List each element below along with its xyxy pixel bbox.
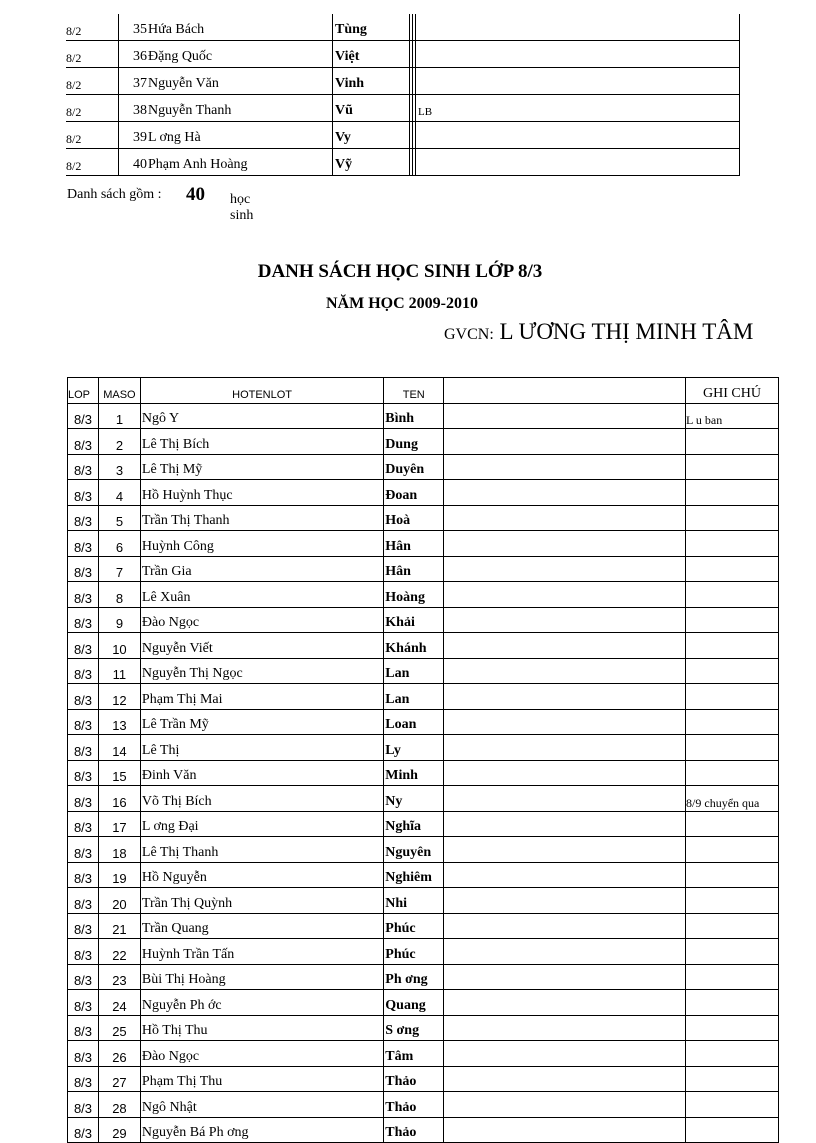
gvcn-name: L ƯƠNG THỊ MINH TÂM <box>499 319 754 344</box>
table-row <box>68 607 779 633</box>
cell-lop: 8/3 <box>68 888 99 914</box>
cell-maso: 25 <box>98 1015 140 1041</box>
cell-ghi-chu <box>686 658 779 684</box>
cell-ten: Ph ơng <box>384 964 444 990</box>
table-row <box>68 862 779 888</box>
cell-ghi-chu <box>686 1015 779 1041</box>
cell-lop: 8/3 <box>68 837 99 863</box>
cell-blank <box>444 607 686 633</box>
cell-maso: 12 <box>98 684 140 710</box>
cell-maso: 16 <box>98 786 140 812</box>
cell-ten: Khải <box>384 607 444 633</box>
table-row <box>68 480 779 506</box>
table-row <box>66 41 740 68</box>
cell-lop: 8/3 <box>68 913 99 939</box>
cell-ghi-chu <box>686 735 779 761</box>
cell-ten: Nhi <box>384 888 444 914</box>
table-row <box>68 811 779 837</box>
table-row <box>68 556 779 582</box>
cell-hotenlot: Lê Thị Bích <box>140 429 383 455</box>
cell-ghi-chu <box>686 837 779 863</box>
cell-ten: Vinh <box>333 68 410 95</box>
cell-ten: Tùng <box>333 14 410 41</box>
cell-maso: 14 <box>98 735 140 761</box>
cell-maso: 10 <box>98 633 140 659</box>
cell-blank <box>444 786 686 812</box>
cell-hotenlot: Bùi Thị Hoàng <box>140 964 383 990</box>
table-row <box>68 658 779 684</box>
cell-lop: 8/2 <box>66 41 119 68</box>
cell-hotenlot: Phạm Thị Thu <box>140 1066 383 1092</box>
cell-maso: 1 <box>98 403 140 429</box>
cell-ten: Phúc <box>384 913 444 939</box>
cell-hotenlot: Huỳnh Công <box>140 531 383 557</box>
cell-ghi-chu <box>686 480 779 506</box>
cell-ten: Lan <box>384 684 444 710</box>
cell-blank <box>444 531 686 557</box>
previous-class-table <box>66 14 740 176</box>
header-ten: TEN <box>384 378 444 404</box>
header-maso: MASO <box>98 378 140 404</box>
cell-blank <box>444 480 686 506</box>
cell-hotenlot: Đào Ngọc <box>140 607 383 633</box>
header-hotenlot: HOTENLOT <box>140 378 383 404</box>
cell-hotenlot: Ngô Nhật <box>140 1092 383 1118</box>
cell-lop: 8/3 <box>68 1117 99 1143</box>
header-blank <box>444 378 686 404</box>
table-row <box>68 1066 779 1092</box>
cell-ghi-chu <box>686 709 779 735</box>
cell-lop: 8/3 <box>68 429 99 455</box>
cell-ten: Đoan <box>384 480 444 506</box>
table-row <box>66 14 740 41</box>
cell-maso: 2 <box>98 429 140 455</box>
cell-ten: Phúc <box>384 939 444 965</box>
table-row <box>68 990 779 1016</box>
cell-blank <box>444 760 686 786</box>
cell-blank <box>444 709 686 735</box>
cell-ten: Bình <box>384 403 444 429</box>
cell-ghi-chu <box>686 913 779 939</box>
cell-blank <box>444 913 686 939</box>
cell-hotenlot: Nguyễn Viết <box>140 633 383 659</box>
student-list-table <box>67 377 779 1143</box>
cell-maso: 24 <box>98 990 140 1016</box>
cell-hotenlot: Nguyễn Ph ớc <box>140 990 383 1016</box>
homeroom-teacher <box>444 319 764 348</box>
cell-maso: 19 <box>98 862 140 888</box>
cell-hotenlot: Võ Thị Bích <box>140 786 383 812</box>
table-row <box>66 95 740 122</box>
cell-blank <box>444 862 686 888</box>
cell-hotenlot: Đinh Văn <box>140 760 383 786</box>
cell-lop: 8/3 <box>68 480 99 506</box>
cell-lop: 8/3 <box>68 403 99 429</box>
header-ghi-chu: GHI CHÚ <box>686 378 779 404</box>
cell-hotenlot: Lê Thị Thanh <box>140 837 383 863</box>
table-row <box>68 939 779 965</box>
cell-ten: Khánh <box>384 633 444 659</box>
cell-blank <box>444 429 686 455</box>
cell-ten: Quang <box>384 990 444 1016</box>
cell-lop: 8/3 <box>68 990 99 1016</box>
cell-maso: 13 <box>98 709 140 735</box>
cell-lop: 8/3 <box>68 786 99 812</box>
cell-ten: Thảo <box>384 1066 444 1092</box>
summary-label: Danh sách gồm : <box>67 187 162 202</box>
cell-hotenlot: Hồ Nguyễn <box>140 862 383 888</box>
cell-ten: Việt <box>333 41 410 68</box>
cell-maso: 21 <box>98 913 140 939</box>
table-row <box>68 1015 779 1041</box>
cell-blank <box>444 837 686 863</box>
cell-ghi-chu <box>686 760 779 786</box>
cell-lop: 8/3 <box>68 939 99 965</box>
cell-ten: Ly <box>384 735 444 761</box>
table-row <box>66 122 740 149</box>
cell-blank <box>444 1117 686 1143</box>
cell-ten: Vy <box>333 122 410 149</box>
cell-lop: 8/3 <box>68 709 99 735</box>
summary-unit: học sinh <box>230 192 254 223</box>
cell-maso: 23 <box>98 964 140 990</box>
cell-ten: Hân <box>384 531 444 557</box>
cell-ghi-chu <box>686 811 779 837</box>
cell-ten: Nguyên <box>384 837 444 863</box>
cell-lop: 8/3 <box>68 607 99 633</box>
cell-hotenlot: L ơng Đại <box>140 811 383 837</box>
cell-maso: 40 <box>119 149 149 176</box>
cell-lop: 8/3 <box>68 556 99 582</box>
cell-maso: 39 <box>119 122 149 149</box>
cell-ghi-chu <box>686 429 779 455</box>
cell-lop: 8/3 <box>68 811 99 837</box>
cell-blank <box>444 403 686 429</box>
cell-ghi-chu: 8/9 chuyển qua <box>686 786 779 812</box>
cell-blank <box>444 505 686 531</box>
cell-ghi-chu <box>686 964 779 990</box>
cell-ghi-chu <box>686 862 779 888</box>
table-row <box>68 531 779 557</box>
cell-blank <box>444 939 686 965</box>
cell-blank <box>444 454 686 480</box>
table-row <box>68 913 779 939</box>
cell-maso: 35 <box>119 14 149 41</box>
cell-ghi-chu <box>686 939 779 965</box>
cell-note <box>416 14 740 41</box>
cell-hotenlot: Đào Ngọc <box>140 1041 383 1067</box>
school-year: NĂM HỌC 2009-2010 <box>326 295 478 312</box>
cell-maso: 29 <box>98 1117 140 1143</box>
header-lop: LOP <box>68 378 99 404</box>
cell-ten: Hoàng <box>384 582 444 608</box>
cell-lop: 8/2 <box>66 68 119 95</box>
cell-blank <box>444 582 686 608</box>
cell-lop: 8/2 <box>66 95 119 122</box>
cell-ten: Minh <box>384 760 444 786</box>
cell-hotenlot: Nguyễn Thanh <box>148 95 333 122</box>
cell-ten: Loan <box>384 709 444 735</box>
table-row <box>66 68 740 95</box>
cell-blank <box>444 964 686 990</box>
cell-ten: Vũ <box>333 95 410 122</box>
table-row <box>68 709 779 735</box>
cell-hotenlot: Trần Thị Thanh <box>140 505 383 531</box>
cell-lop: 8/3 <box>68 633 99 659</box>
cell-ten: Lan <box>384 658 444 684</box>
cell-ten: Hoà <box>384 505 444 531</box>
cell-maso: 15 <box>98 760 140 786</box>
cell-blank <box>444 735 686 761</box>
cell-maso: 3 <box>98 454 140 480</box>
cell-ghi-chu <box>686 1092 779 1118</box>
table-row <box>68 684 779 710</box>
gvcn-label: GVCN: <box>444 326 494 343</box>
table-row <box>68 964 779 990</box>
cell-ghi-chu <box>686 454 779 480</box>
cell-maso: 36 <box>119 41 149 68</box>
cell-hotenlot: Nguyễn Bá Ph ơng <box>140 1117 383 1143</box>
cell-ghi-chu <box>686 556 779 582</box>
table-row <box>68 505 779 531</box>
cell-note <box>416 41 740 68</box>
cell-ten: Thảo <box>384 1117 444 1143</box>
cell-ghi-chu <box>686 1066 779 1092</box>
cell-lop: 8/3 <box>68 505 99 531</box>
cell-blank <box>444 658 686 684</box>
page-title: DANH SÁCH HỌC SINH LỚP 8/3 <box>257 261 543 282</box>
table-row <box>68 582 779 608</box>
cell-note <box>416 122 740 149</box>
table-row <box>68 837 779 863</box>
cell-ghi-chu <box>686 990 779 1016</box>
cell-hotenlot: Trần Gia <box>140 556 383 582</box>
cell-hotenlot: Hồ Thị Thu <box>140 1015 383 1041</box>
cell-blank <box>444 888 686 914</box>
cell-hotenlot: Nguyễn Văn <box>148 68 333 95</box>
cell-hotenlot: L ơng Hà <box>148 122 333 149</box>
cell-maso: 17 <box>98 811 140 837</box>
cell-lop: 8/3 <box>68 531 99 557</box>
cell-ghi-chu: L u ban <box>686 403 779 429</box>
table-row <box>68 1041 779 1067</box>
cell-ten: S ơng <box>384 1015 444 1041</box>
cell-maso: 38 <box>119 95 149 122</box>
cell-maso: 6 <box>98 531 140 557</box>
cell-blank <box>444 990 686 1016</box>
cell-ten: Nghĩa <box>384 811 444 837</box>
cell-maso: 7 <box>98 556 140 582</box>
cell-maso: 5 <box>98 505 140 531</box>
cell-ghi-chu <box>686 505 779 531</box>
cell-note <box>416 68 740 95</box>
cell-lop: 8/3 <box>68 1066 99 1092</box>
cell-hotenlot: Hồ Huỳnh Thục <box>140 480 383 506</box>
cell-blank <box>444 811 686 837</box>
cell-ten: Duyên <box>384 454 444 480</box>
cell-blank <box>444 556 686 582</box>
cell-maso: 26 <box>98 1041 140 1067</box>
table-row <box>68 403 779 429</box>
cell-maso: 28 <box>98 1092 140 1118</box>
cell-ghi-chu <box>686 607 779 633</box>
table-row <box>68 786 779 812</box>
cell-maso: 20 <box>98 888 140 914</box>
cell-hotenlot: Phạm Thị Mai <box>140 684 383 710</box>
cell-ten: Nghiêm <box>384 862 444 888</box>
cell-note <box>416 149 740 176</box>
cell-blank <box>444 633 686 659</box>
cell-hotenlot: Lê Xuân <box>140 582 383 608</box>
cell-maso: 9 <box>98 607 140 633</box>
cell-maso: 4 <box>98 480 140 506</box>
cell-ghi-chu <box>686 1117 779 1143</box>
cell-hotenlot: Lê Trần Mỹ <box>140 709 383 735</box>
cell-ten: Tâm <box>384 1041 444 1067</box>
table-header-row <box>68 378 779 404</box>
cell-maso: 37 <box>119 68 149 95</box>
cell-maso: 11 <box>98 658 140 684</box>
cell-hotenlot: Hứa Bách <box>148 14 333 41</box>
cell-lop: 8/3 <box>68 1092 99 1118</box>
cell-ghi-chu <box>686 888 779 914</box>
cell-hotenlot: Trần Quang <box>140 913 383 939</box>
student-count: 40 <box>186 184 205 205</box>
cell-note: LB <box>416 95 740 122</box>
cell-ten: Hân <box>384 556 444 582</box>
cell-ten: Thảo <box>384 1092 444 1118</box>
cell-lop: 8/3 <box>68 684 99 710</box>
table-row <box>68 1117 779 1143</box>
cell-lop: 8/2 <box>66 14 119 41</box>
cell-blank <box>444 684 686 710</box>
cell-hotenlot: Phạm Anh Hoàng <box>148 149 333 176</box>
cell-lop: 8/3 <box>68 658 99 684</box>
cell-hotenlot: Ngô Y <box>140 403 383 429</box>
cell-ghi-chu <box>686 582 779 608</box>
cell-hotenlot: Trần Thị Quỳnh <box>140 888 383 914</box>
cell-lop: 8/3 <box>68 964 99 990</box>
table-row <box>66 149 740 176</box>
table-row <box>68 760 779 786</box>
cell-lop: 8/3 <box>68 454 99 480</box>
cell-ghi-chu <box>686 1041 779 1067</box>
cell-ten: Vỹ <box>333 149 410 176</box>
cell-hotenlot: Lê Thị <box>140 735 383 761</box>
table-row <box>68 735 779 761</box>
cell-lop: 8/2 <box>66 122 119 149</box>
cell-blank <box>444 1092 686 1118</box>
cell-ten: Dung <box>384 429 444 455</box>
cell-ghi-chu <box>686 633 779 659</box>
table-row <box>68 429 779 455</box>
cell-blank <box>444 1041 686 1067</box>
cell-maso: 22 <box>98 939 140 965</box>
table-row <box>68 1092 779 1118</box>
table-row <box>68 454 779 480</box>
cell-hotenlot: Lê Thị Mỹ <box>140 454 383 480</box>
cell-lop: 8/3 <box>68 582 99 608</box>
cell-maso: 27 <box>98 1066 140 1092</box>
cell-lop: 8/3 <box>68 862 99 888</box>
student-count-summary <box>67 184 254 223</box>
cell-hotenlot: Nguyễn Thị Ngọc <box>140 658 383 684</box>
table-row <box>68 633 779 659</box>
cell-maso: 8 <box>98 582 140 608</box>
cell-hotenlot: Huỳnh Trần Tấn <box>140 939 383 965</box>
cell-lop: 8/2 <box>66 149 119 176</box>
cell-lop: 8/3 <box>68 1041 99 1067</box>
cell-ghi-chu <box>686 684 779 710</box>
cell-hotenlot: Đặng Quốc <box>148 41 333 68</box>
cell-blank <box>444 1066 686 1092</box>
cell-maso: 18 <box>98 837 140 863</box>
cell-lop: 8/3 <box>68 1015 99 1041</box>
cell-lop: 8/3 <box>68 735 99 761</box>
cell-ghi-chu <box>686 531 779 557</box>
cell-blank <box>444 1015 686 1041</box>
cell-ten: Ny <box>384 786 444 812</box>
table-row <box>68 888 779 914</box>
cell-lop: 8/3 <box>68 760 99 786</box>
